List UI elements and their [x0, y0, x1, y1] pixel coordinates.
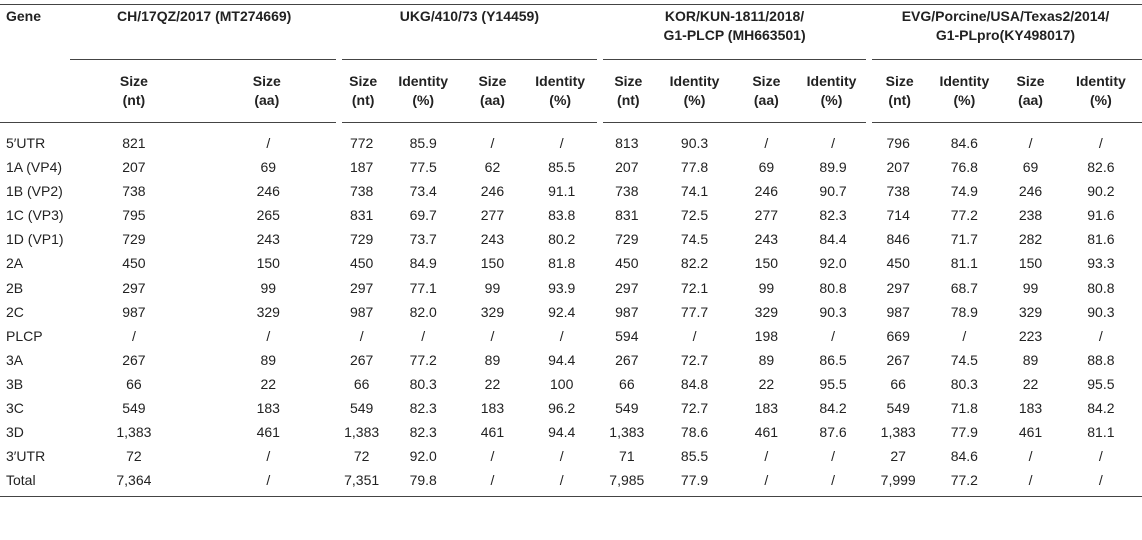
- table-cell: 81.1: [1087, 424, 1115, 441]
- table-cell: 265: [256, 207, 280, 224]
- table-cell: 93.9: [548, 279, 576, 296]
- table-cell: 150: [1018, 255, 1043, 272]
- table-cell: 77.7: [680, 303, 709, 320]
- subheader-size-aa: Size (aa): [462, 60, 524, 123]
- table-cell: 150: [256, 255, 280, 272]
- table-cell: 246: [480, 183, 505, 200]
- table-cell: 150: [480, 255, 505, 272]
- gene-name-cell: 3A: [6, 351, 24, 368]
- group-header-line: G1-PLCP (MH663501): [663, 27, 806, 43]
- table-cell: /: [490, 327, 495, 344]
- table-cell: 207: [615, 159, 639, 176]
- table-row: [0, 348, 1142, 372]
- table-cell: 99: [260, 279, 277, 296]
- table-row: [0, 275, 1142, 299]
- table-cell: 89.9: [819, 159, 847, 176]
- table-cell: 95.5: [1087, 375, 1115, 392]
- subheader-size-nt: Size (nt): [600, 60, 653, 123]
- table-cell: 81.1: [950, 255, 978, 272]
- table-cell: /: [831, 327, 835, 344]
- table-cell: 772: [349, 135, 374, 151]
- table-cell: 22: [484, 375, 501, 392]
- table-cell: 78.6: [680, 424, 709, 441]
- table-cell: 84.4: [819, 231, 847, 248]
- table-row: [0, 155, 1142, 179]
- table-cell: 243: [480, 231, 505, 248]
- table-cell: 83.8: [548, 207, 576, 224]
- header-row-groups: [0, 5, 1142, 60]
- table-cell: 329: [754, 303, 779, 320]
- table-cell: 84.2: [1087, 399, 1115, 416]
- table-cell: 27: [890, 448, 906, 465]
- table-cell: 72.7: [680, 399, 709, 416]
- table-cell: /: [559, 448, 564, 465]
- table-cell: 90.2: [1087, 183, 1115, 200]
- table-cell: 1,383: [609, 424, 645, 441]
- table-cell: 92.0: [819, 255, 847, 272]
- table-row: [0, 444, 1142, 468]
- table-cell: 987: [349, 303, 374, 320]
- table-cell: 89: [1022, 351, 1039, 368]
- group-header-line: EVG/Porcine/USA/Texas2/2014/: [901, 8, 1110, 24]
- table-cell: 73.4: [409, 183, 437, 200]
- table-cell: 99: [1022, 279, 1039, 296]
- group-header-line: KOR/KUN-1811/2018/: [664, 8, 805, 24]
- table-cell: 80.3: [950, 375, 978, 392]
- gene-name-cell: Total: [0, 468, 70, 497]
- group-header-ch17qz: [70, 5, 339, 60]
- table-cell: 66: [619, 375, 635, 392]
- table-cell: 831: [349, 207, 374, 224]
- table-cell: 82.0: [409, 303, 437, 320]
- table-cell: /: [831, 448, 835, 465]
- table-cell: 84.6: [950, 135, 978, 151]
- table-cell: 79.8: [385, 468, 462, 497]
- gene-name-cell: 2C: [6, 303, 24, 320]
- table-cell: 987: [122, 303, 146, 320]
- table-cell: 450: [122, 255, 146, 272]
- table-cell: 183: [480, 399, 505, 416]
- table-cell: 7,999: [869, 468, 927, 497]
- table-cell: 22: [758, 375, 775, 392]
- subheader-size-nt: Size (nt): [869, 60, 927, 123]
- table-cell: 84.9: [409, 255, 437, 272]
- table-cell: 282: [1018, 231, 1043, 248]
- table-cell: 267: [349, 351, 374, 368]
- table-cell: 813: [615, 135, 639, 151]
- table-cell: 1,383: [880, 424, 916, 441]
- table-cell: 77.5: [409, 159, 437, 176]
- table-cell: 549: [122, 399, 146, 416]
- table-cell: 246: [256, 183, 280, 200]
- table-cell: 88.8: [1087, 351, 1115, 368]
- table-cell: 277: [480, 207, 505, 224]
- table-cell: 71.7: [950, 231, 978, 248]
- table-cell: 99: [758, 279, 775, 296]
- table-cell: /: [1098, 448, 1103, 465]
- table-cell: 846: [886, 231, 910, 248]
- table-cell: 80.8: [1087, 279, 1115, 296]
- table-cell: 549: [886, 399, 910, 416]
- table-cell: 831: [615, 207, 639, 224]
- table-cell: 461: [754, 424, 779, 441]
- table-cell: /: [1098, 135, 1103, 151]
- table-cell: 78.9: [950, 303, 978, 320]
- table-cell: 74.5: [950, 351, 978, 368]
- table-cell: /: [462, 468, 524, 497]
- table-row: [0, 396, 1142, 420]
- table-cell: 738: [886, 183, 910, 200]
- table-cell: 66: [353, 375, 370, 392]
- table-cell: 72.1: [680, 279, 709, 296]
- table-cell: 62: [484, 159, 501, 176]
- table-cell: 297: [615, 279, 639, 296]
- table-cell: 82.3: [819, 207, 847, 224]
- table-body: [0, 123, 1142, 497]
- table-row: [0, 227, 1142, 251]
- table-cell: 7,985: [600, 468, 653, 497]
- table-cell: 92.0: [409, 448, 437, 465]
- gene-name-cell: PLCP: [6, 327, 43, 344]
- table-row: [0, 420, 1142, 444]
- table-cell: 95.5: [819, 375, 847, 392]
- table-cell: 69.7: [409, 207, 437, 224]
- table-cell: 99: [484, 279, 501, 296]
- table-cell: 450: [615, 255, 639, 272]
- table-cell: 76.8: [950, 159, 978, 176]
- table-cell: 77.8: [680, 159, 709, 176]
- table-row: [0, 251, 1142, 275]
- table-cell: 297: [122, 279, 146, 296]
- table-row: [0, 203, 1142, 227]
- table-cell: 80.8: [819, 279, 847, 296]
- table-cell: 267: [886, 351, 910, 368]
- table-cell: 85.5: [680, 448, 709, 465]
- table-cell: 82.3: [409, 424, 437, 441]
- table-cell: 86.5: [819, 351, 847, 368]
- table-cell: 90.3: [819, 303, 847, 320]
- table-cell: 729: [615, 231, 639, 248]
- table-cell: 91.6: [1087, 207, 1115, 224]
- table-row: [0, 372, 1142, 396]
- gene-name-cell: 1D (VP1): [6, 231, 64, 248]
- table-cell: 246: [1018, 183, 1043, 200]
- table-cell: 329: [480, 303, 505, 320]
- table-cell: 84.8: [680, 375, 709, 392]
- table-cell: 80.2: [548, 231, 576, 248]
- table-cell: 187: [349, 159, 374, 176]
- table-cell: 267: [615, 351, 639, 368]
- table-cell: 84.6: [950, 448, 978, 465]
- table-cell: 74.5: [680, 231, 709, 248]
- table-cell: 669: [886, 327, 910, 344]
- gene-name-cell: 3C: [6, 399, 24, 416]
- table-cell: 80.3: [409, 375, 437, 392]
- gene-name-cell: 3D: [6, 424, 24, 441]
- group-header-line: CH/17QZ/2017 (MT274669): [117, 8, 292, 24]
- table-cell: /: [559, 135, 564, 151]
- table-cell: 100: [550, 375, 574, 392]
- gene-name-cell: 3′UTR: [6, 448, 46, 465]
- table-cell: 94.4: [548, 351, 576, 368]
- table-cell: /: [266, 327, 271, 344]
- table-cell: /: [831, 135, 835, 151]
- table-row: [0, 300, 1142, 324]
- table-cell: 714: [886, 207, 910, 224]
- table-cell: 329: [1018, 303, 1043, 320]
- table-cell: 77.1: [409, 279, 437, 296]
- table-cell: /: [523, 468, 600, 497]
- gene-comparison-table: [0, 5, 1142, 497]
- table-cell: 243: [754, 231, 779, 248]
- table-cell: /: [1001, 468, 1059, 497]
- gene-name-cell: 5′UTR: [6, 135, 46, 151]
- table-cell: 198: [754, 327, 779, 344]
- table-cell: 987: [615, 303, 639, 320]
- table-cell: 461: [1018, 424, 1043, 441]
- table-cell: 150: [754, 255, 779, 272]
- table-cell: 277: [754, 207, 779, 224]
- table-cell: /: [797, 468, 869, 497]
- table-cell: 461: [256, 424, 280, 441]
- table-cell: 297: [349, 279, 374, 296]
- table-cell: 77.9: [654, 468, 736, 497]
- group-header-kor-kun: [600, 5, 869, 60]
- gene-name-cell: 2B: [6, 279, 24, 296]
- table-cell: 329: [256, 303, 280, 320]
- group-header-evg-porcine: [869, 5, 1142, 60]
- table-cell: /: [198, 468, 339, 497]
- table-cell: 93.3: [1087, 255, 1115, 272]
- table-cell: /: [266, 448, 271, 465]
- table-cell: /: [962, 327, 967, 344]
- table-cell: 81.8: [548, 255, 576, 272]
- table-cell: 1,383: [116, 424, 152, 441]
- table-cell: 84.2: [819, 399, 847, 416]
- table-cell: 297: [886, 279, 910, 296]
- subheader-size-nt: Size (nt): [70, 60, 198, 123]
- table-cell: 1,383: [344, 424, 380, 441]
- table-cell: 92.4: [548, 303, 576, 320]
- subheader-identity: Identity (%): [927, 60, 1001, 123]
- table-cell: 223: [1018, 327, 1043, 344]
- table-cell: 594: [615, 327, 639, 344]
- table-row: [0, 123, 1142, 156]
- table-cell: /: [736, 468, 798, 497]
- table-cell: 796: [886, 135, 910, 151]
- table-row: [0, 324, 1142, 348]
- gene-name-cell: 3B: [6, 375, 24, 392]
- table-cell: 729: [349, 231, 374, 248]
- table-cell: 183: [1018, 399, 1043, 416]
- table-cell: 72.7: [680, 351, 709, 368]
- table-cell: /: [1028, 448, 1033, 465]
- table-cell: 183: [754, 399, 779, 416]
- table-cell: /: [359, 327, 364, 344]
- gene-name-cell: 1C (VP3): [6, 207, 64, 224]
- gene-column-header: Gene: [6, 8, 42, 24]
- table-cell: 87.6: [819, 424, 847, 441]
- table-cell: 69: [758, 159, 775, 176]
- table-cell: 207: [886, 159, 910, 176]
- table-cell: 7,364: [70, 468, 198, 497]
- table-cell: 77.2: [927, 468, 1001, 497]
- table-cell: 7,351: [339, 468, 385, 497]
- group-header-ukg410: [339, 5, 601, 60]
- subheader-identity: Identity (%): [1060, 60, 1142, 123]
- table-row: [0, 468, 1142, 497]
- group-header-line: UKG/410/73 (Y14459): [399, 8, 540, 24]
- table-cell: 729: [122, 231, 146, 248]
- table-cell: 71: [619, 448, 635, 465]
- table-cell: 66: [890, 375, 906, 392]
- table-cell: 89: [758, 351, 775, 368]
- table-cell: 89: [260, 351, 277, 368]
- table-cell: 461: [480, 424, 505, 441]
- table-cell: 82.2: [680, 255, 709, 272]
- table-cell: /: [490, 448, 495, 465]
- table-cell: /: [266, 135, 271, 151]
- table-row: [0, 179, 1142, 203]
- table-cell: 72: [126, 448, 142, 465]
- table-cell: /: [421, 327, 426, 344]
- subheader-size-aa: Size (aa): [198, 60, 339, 123]
- table-cell: 74.1: [680, 183, 709, 200]
- table-cell: 183: [256, 399, 280, 416]
- table-cell: 69: [260, 159, 277, 176]
- table-cell: 77.2: [950, 207, 978, 224]
- table-cell: 450: [349, 255, 374, 272]
- table-cell: 207: [122, 159, 146, 176]
- table-cell: 549: [615, 399, 639, 416]
- gene-name-cell: 1B (VP2): [6, 183, 63, 200]
- table-cell: 94.4: [548, 424, 576, 441]
- table-cell: /: [692, 327, 697, 344]
- table-cell: 82.6: [1087, 159, 1115, 176]
- table-cell: 81.6: [1087, 231, 1115, 248]
- group-header-line: G1-PLpro(KY498017): [935, 27, 1076, 43]
- table-cell: 72: [353, 448, 370, 465]
- table-cell: 77.9: [950, 424, 978, 441]
- table-cell: /: [1028, 135, 1033, 151]
- table-cell: 549: [349, 399, 374, 416]
- table-cell: 246: [754, 183, 779, 200]
- table-cell: 85.9: [409, 135, 437, 151]
- gene-name-cell: 2A: [6, 255, 24, 272]
- table-cell: 987: [886, 303, 910, 320]
- table-cell: 66: [126, 375, 142, 392]
- subheader-size-aa: Size (aa): [736, 60, 798, 123]
- table-cell: 74.9: [950, 183, 978, 200]
- table-cell: 22: [1022, 375, 1039, 392]
- table-cell: 77.2: [409, 351, 437, 368]
- subheader-identity: Identity (%): [797, 60, 869, 123]
- table-cell: /: [490, 135, 495, 151]
- subheader-size-aa: Size (aa): [1001, 60, 1059, 123]
- table-cell: 90.3: [680, 135, 709, 151]
- table-cell: 238: [1018, 207, 1043, 224]
- subheader-size-nt: Size (nt): [339, 60, 385, 123]
- subheader-identity: Identity (%): [523, 60, 600, 123]
- table-cell: 738: [615, 183, 639, 200]
- table-cell: 71.8: [950, 399, 978, 416]
- subheader-identity: Identity (%): [385, 60, 462, 123]
- table-cell: 90.7: [819, 183, 847, 200]
- table-cell: 738: [349, 183, 374, 200]
- table-cell: 68.7: [950, 279, 978, 296]
- table-cell: 72.5: [680, 207, 709, 224]
- table-cell: /: [1098, 327, 1103, 344]
- table-cell: 450: [886, 255, 910, 272]
- table-cell: 96.2: [548, 399, 576, 416]
- table-cell: /: [1060, 468, 1142, 497]
- header-row-subcolumns: [0, 60, 1142, 123]
- table-cell: 89: [484, 351, 501, 368]
- subheader-identity: Identity (%): [654, 60, 736, 123]
- table-cell: 821: [122, 135, 146, 151]
- table-cell: 73.7: [409, 231, 437, 248]
- table-cell: /: [131, 327, 136, 344]
- table-cell: 91.1: [548, 183, 576, 200]
- table-cell: 795: [122, 207, 146, 224]
- table-cell: 69: [1022, 159, 1039, 176]
- table-cell: 82.3: [409, 399, 437, 416]
- table-cell: 90.3: [1087, 303, 1115, 320]
- table-cell: 267: [122, 351, 146, 368]
- table-cell: 243: [256, 231, 280, 248]
- gene-name-cell: 1A (VP4): [6, 159, 63, 176]
- table-cell: /: [764, 135, 769, 151]
- table-cell: /: [559, 327, 564, 344]
- table-cell: 22: [260, 375, 277, 392]
- table-cell: /: [764, 448, 769, 465]
- table-cell: 738: [122, 183, 146, 200]
- table-cell: 85.5: [548, 159, 576, 176]
